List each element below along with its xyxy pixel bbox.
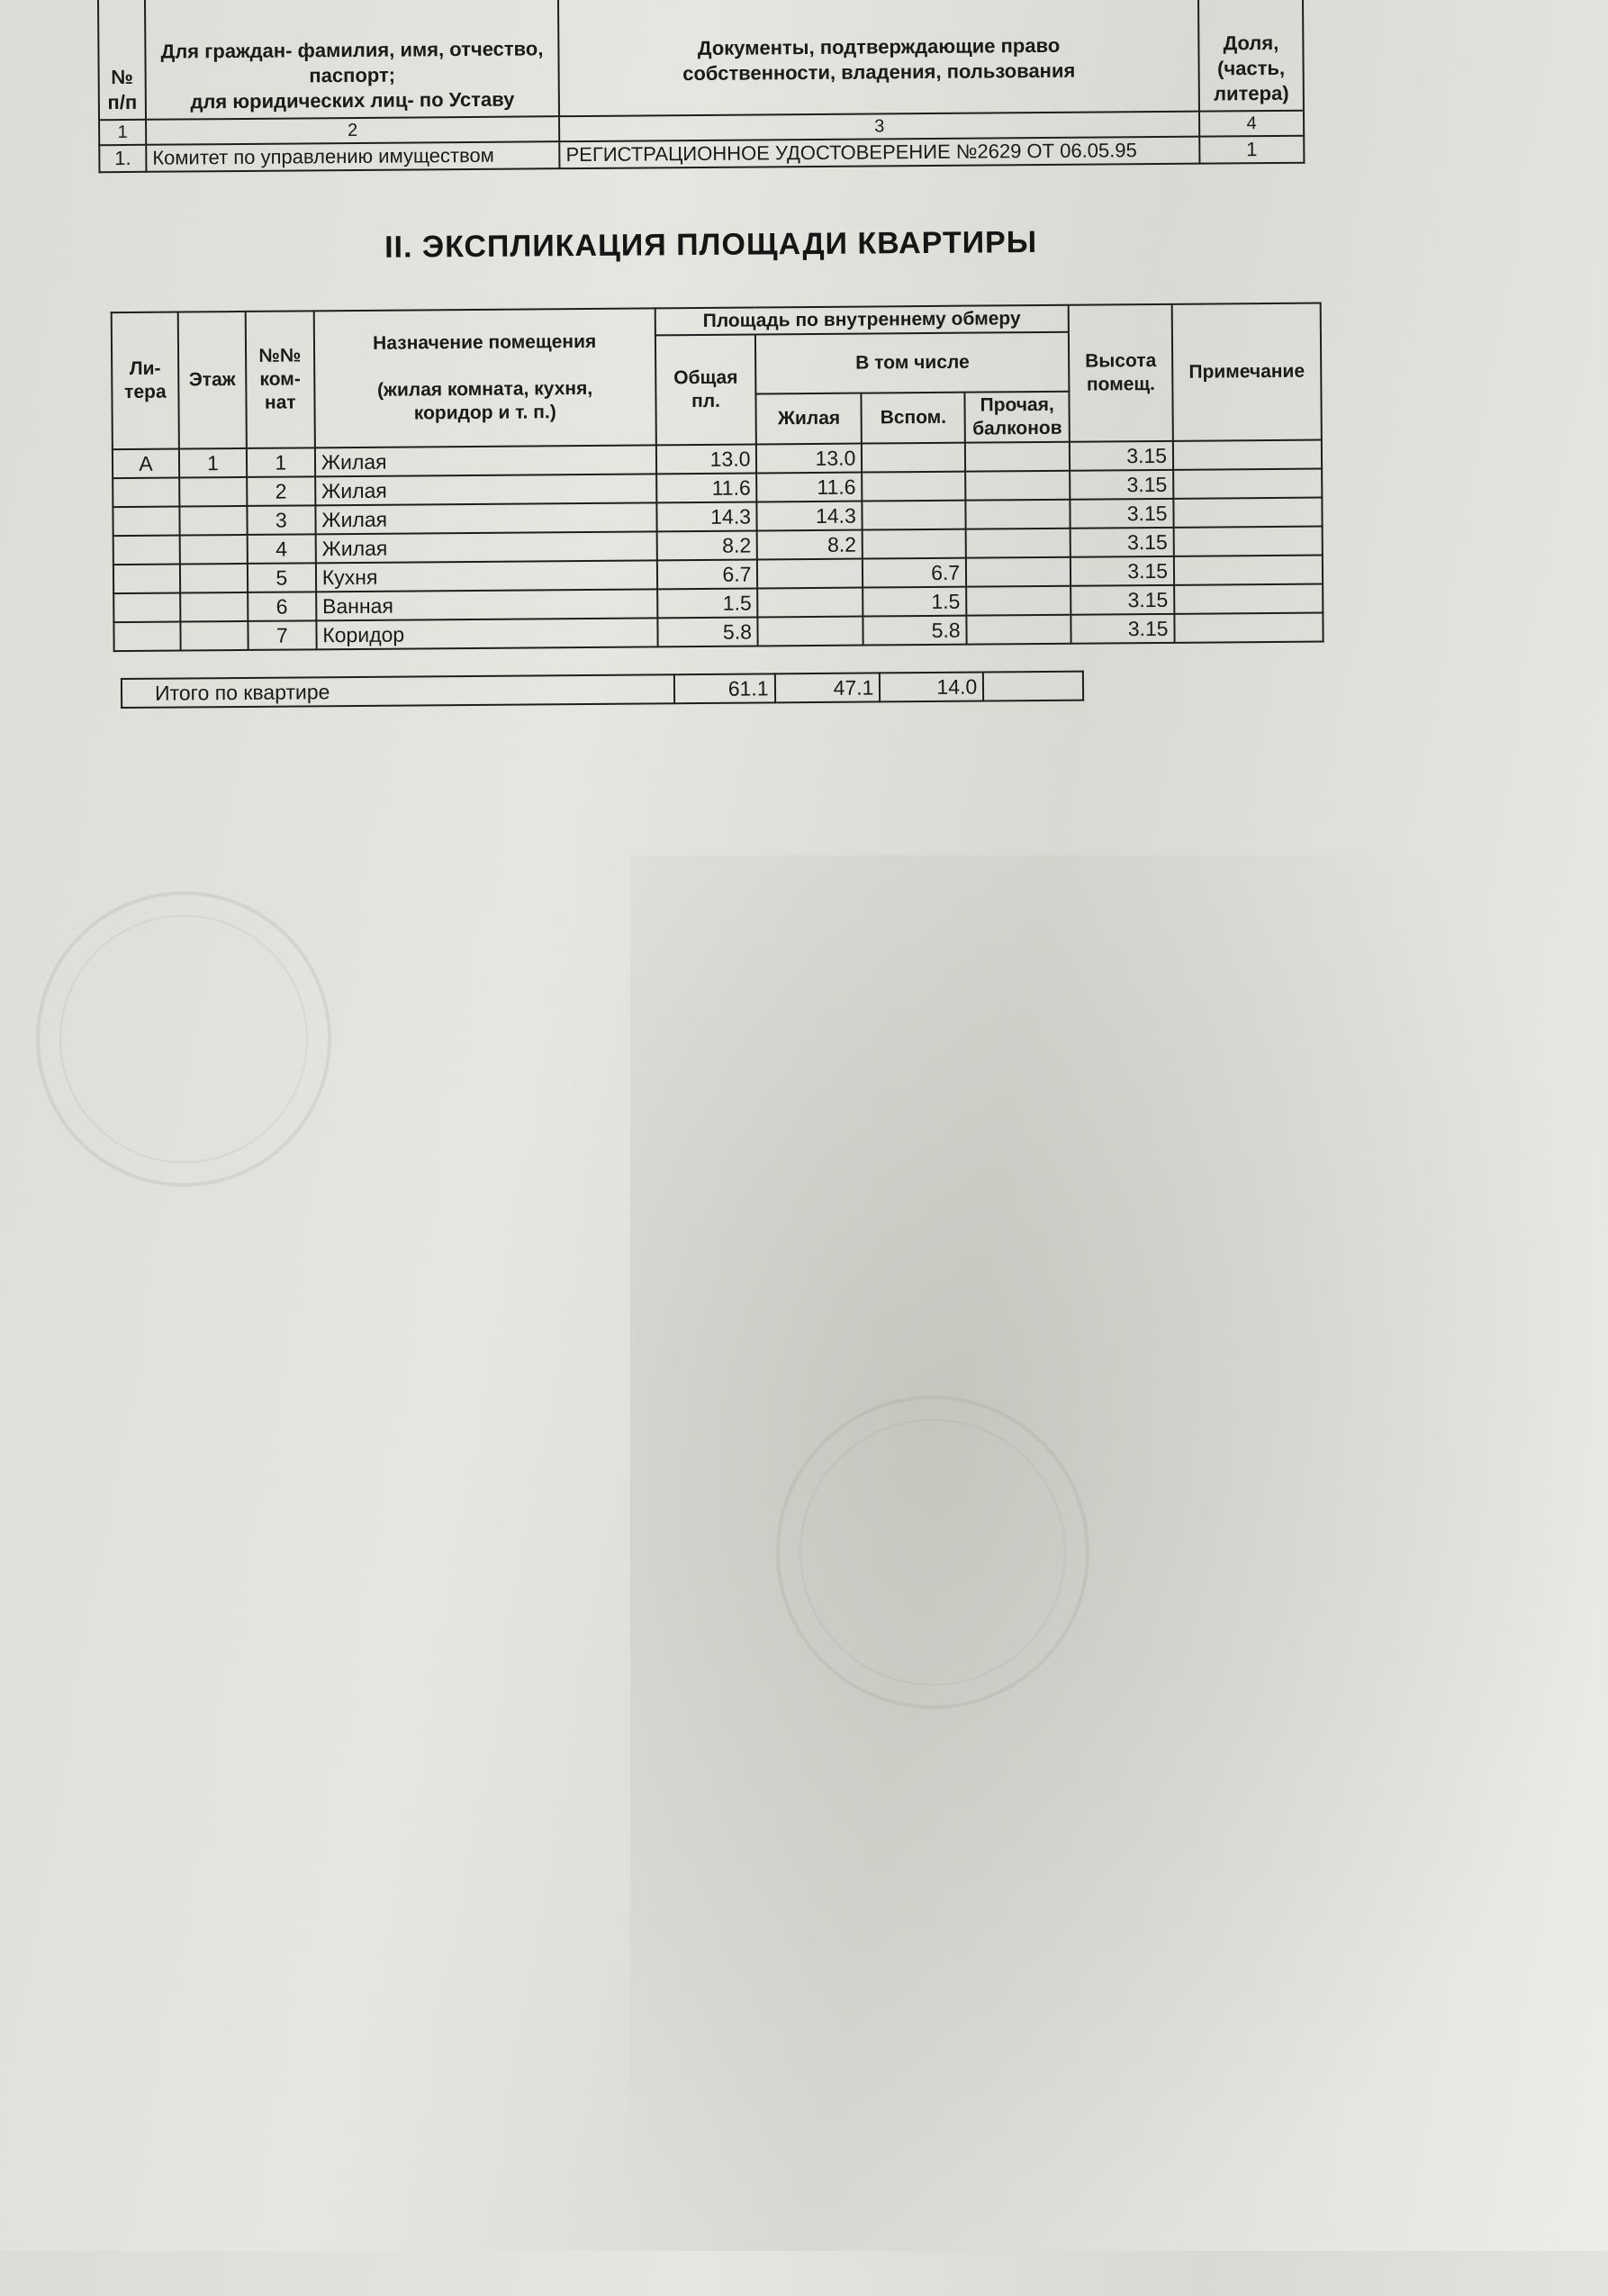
- header-living: Жилая: [756, 393, 862, 445]
- cell-living: [758, 617, 863, 646]
- cell-other: [966, 557, 1070, 587]
- totals-label: Итого по квартире: [122, 674, 674, 708]
- header-incl-group: В том числе: [755, 332, 1069, 394]
- cell-room: 7: [248, 620, 316, 650]
- explication-table: [111, 303, 1324, 653]
- cell-purpose: Кухня: [316, 560, 657, 592]
- header-documents: Документы, подтверждающие право собственности, владения, пользования: [558, 0, 1199, 116]
- owners-header-row: [98, 0, 1304, 120]
- cell-room: 4: [248, 534, 316, 564]
- header-owner: Для граждан- фамилия, имя, отчество, паспорт; для юридических лиц- по Уставу: [145, 0, 559, 120]
- totals-aux: 14.0: [880, 673, 983, 702]
- cell-total: 5.8: [657, 617, 758, 646]
- totals-living: 47.1: [774, 673, 880, 702]
- totals-row: [122, 672, 1083, 708]
- owner-name: Комитет по управлению имуществом: [146, 141, 559, 172]
- cell-litera: [113, 507, 179, 537]
- cell-other: [966, 529, 1070, 558]
- cell-living: 13.0: [756, 444, 862, 474]
- cell-litera: [113, 565, 180, 594]
- cell-floor: [180, 621, 248, 651]
- cell-living: 11.6: [757, 473, 863, 502]
- cell-height: 3.15: [1070, 528, 1174, 557]
- cell-height: 3.15: [1070, 585, 1174, 615]
- cell-purpose: Жилая: [315, 445, 656, 476]
- cell-purpose: Жилая: [315, 474, 656, 505]
- cell-floor: [179, 506, 247, 536]
- header-floor: Этаж: [178, 312, 247, 449]
- totals-other: [983, 672, 1083, 701]
- header-area-group: Площадь по внутреннему обмеру: [655, 305, 1069, 336]
- cell-living: 8.2: [757, 530, 863, 560]
- cell-total: 1.5: [657, 588, 758, 618]
- cell-other: [965, 442, 1070, 472]
- cell-room: 2: [247, 476, 315, 506]
- totals-table: [121, 671, 1084, 709]
- cell-room: 1: [247, 447, 315, 477]
- cell-note: [1174, 584, 1323, 614]
- cell-purpose: Жилая: [315, 531, 656, 563]
- column-number: 4: [1199, 111, 1304, 137]
- cell-total: 13.0: [655, 444, 756, 474]
- owners-table: [97, 0, 1305, 173]
- cell-aux: [863, 501, 966, 530]
- header-aux: Вспом.: [862, 393, 965, 444]
- cell-floor: [180, 564, 248, 593]
- cell-litera: [113, 478, 179, 508]
- owner-share: 1: [1199, 136, 1304, 164]
- cell-purpose: Ванная: [316, 589, 657, 620]
- cell-floor: 1: [179, 448, 247, 478]
- cell-living: [757, 559, 863, 589]
- column-number: 2: [146, 116, 559, 145]
- cell-aux: 5.8: [863, 616, 967, 646]
- cell-aux: [862, 472, 965, 502]
- cell-floor: [179, 477, 247, 507]
- cell-room: 5: [248, 563, 316, 592]
- cell-other: [966, 586, 1070, 616]
- cell-other: [967, 615, 1071, 645]
- header-share: Доля, (часть, литера): [1198, 0, 1304, 112]
- cell-total: 8.2: [656, 530, 757, 560]
- cell-height: 3.15: [1070, 470, 1173, 500]
- cell-living: 14.3: [757, 502, 863, 531]
- cell-total: 14.3: [656, 502, 757, 531]
- cell-note: [1173, 440, 1322, 470]
- header-other: Прочая, балконов: [965, 392, 1070, 443]
- cell-total: 11.6: [656, 473, 757, 502]
- header-total: Общая пл.: [655, 334, 757, 445]
- cell-room: 6: [248, 592, 316, 621]
- owner-document: РЕГИСТРАЦИОННОЕ УДОСТОВЕРЕНИЕ №2629 ОТ 06.05.95: [559, 137, 1199, 169]
- cell-note: [1174, 527, 1323, 556]
- cell-purpose: Коридор: [316, 618, 657, 649]
- cell-height: 3.15: [1071, 614, 1175, 644]
- header-purpose: Назначение помещения (жилая комната, кухня, коридор и т. п.): [313, 308, 655, 447]
- cell-living: [758, 588, 863, 618]
- header-num: № п/п: [98, 0, 146, 120]
- header-room-no: №№ ком- нат: [246, 311, 315, 448]
- cell-note: [1174, 613, 1323, 643]
- cell-note: [1173, 498, 1322, 528]
- cell-other: [966, 500, 1070, 529]
- cell-litera: [113, 536, 180, 565]
- header-litera: Ли- тера: [112, 312, 179, 450]
- cell-other: [965, 471, 1070, 501]
- cell-room: 3: [247, 505, 315, 535]
- cell-litera: [113, 593, 180, 623]
- cell-floor: [180, 592, 248, 622]
- totals-total: 61.1: [674, 673, 775, 703]
- owner-num: 1.: [99, 145, 146, 172]
- cell-total: 6.7: [656, 559, 757, 589]
- cell-height: 3.15: [1070, 441, 1173, 471]
- cell-litera: А: [113, 449, 179, 479]
- cell-aux: [863, 529, 966, 559]
- column-number: 3: [559, 112, 1199, 142]
- cell-aux: 6.7: [863, 558, 966, 588]
- cell-purpose: Жилая: [315, 502, 656, 534]
- header-height: Высота помещ.: [1069, 304, 1173, 442]
- cell-note: [1174, 556, 1323, 585]
- cell-height: 3.15: [1070, 499, 1174, 529]
- section-title: II. ЭКСПЛИКАЦИЯ ПЛОЩАДИ КВАРТИРЫ: [384, 225, 1038, 265]
- header-note: Примечание: [1172, 303, 1322, 441]
- cell-height: 3.15: [1070, 556, 1174, 586]
- cell-aux: [862, 443, 965, 473]
- cell-floor: [180, 535, 248, 565]
- cell-litera: [113, 622, 180, 652]
- cell-note: [1173, 469, 1322, 499]
- column-number: 1: [99, 120, 146, 145]
- cell-aux: 1.5: [863, 587, 966, 617]
